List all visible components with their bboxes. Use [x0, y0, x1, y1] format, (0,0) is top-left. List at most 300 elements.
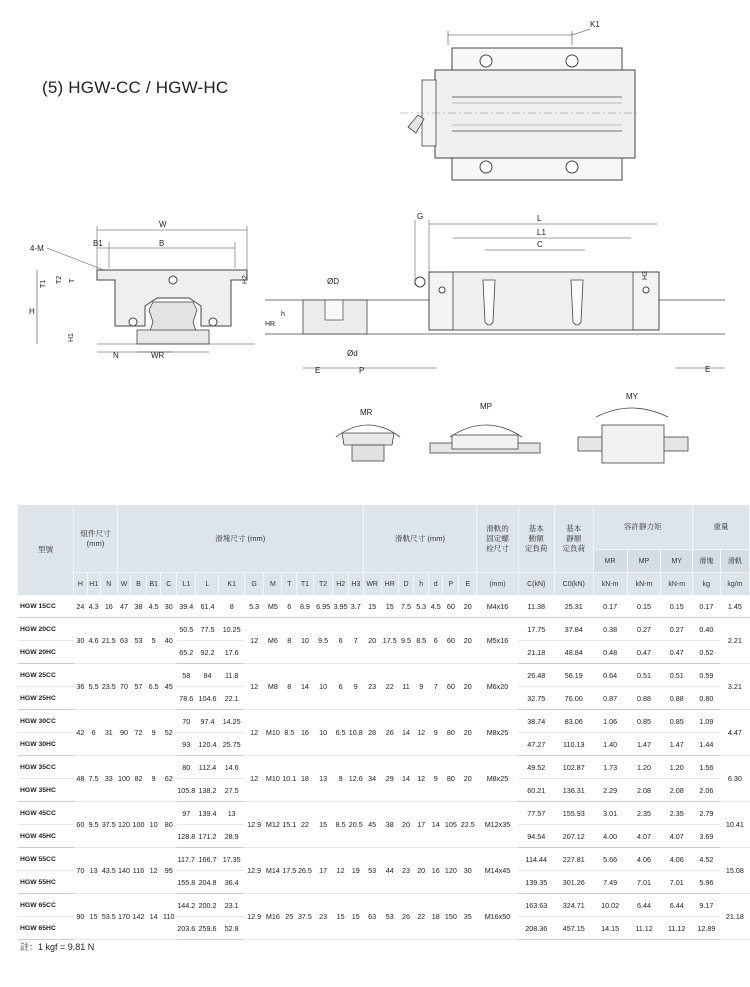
table-cell: 10 — [296, 618, 313, 664]
table-cell: 70 — [177, 710, 196, 733]
table-cell: 166.7 — [196, 848, 219, 871]
table-cell: 15 — [313, 802, 332, 848]
table-row — [18, 710, 750, 733]
table-cell: 9.5 — [398, 618, 414, 664]
table-cell: 4.00 — [593, 825, 627, 848]
table-cell: 171.2 — [196, 825, 219, 848]
table-cell: 6 — [333, 664, 349, 710]
model-cell: HGW 25CC — [18, 664, 74, 687]
table-cell: 80 — [443, 756, 459, 802]
unit-header: M — [264, 573, 282, 596]
table-cell: 6.5 — [146, 664, 161, 710]
label-t: T — [69, 278, 76, 283]
table-cell: 11.38 — [518, 595, 554, 618]
table-cell: 7 — [428, 664, 443, 710]
label-w: W — [159, 220, 167, 229]
table-cell: 49.52 — [518, 756, 554, 779]
header-mp: MP — [627, 550, 661, 573]
label-g: G — [417, 212, 424, 221]
table-cell: 12 — [414, 756, 429, 802]
table-cell: 9 — [349, 664, 364, 710]
table-cell: 0.88 — [661, 687, 693, 710]
table-cell: 56.19 — [554, 664, 593, 687]
table-cell: 20 — [459, 710, 477, 756]
table-cell: 72 — [131, 710, 147, 756]
table-cell: 32.75 — [518, 687, 554, 710]
table-cell: 2.21 — [720, 618, 749, 664]
table-cell: 13 — [313, 756, 332, 802]
unit-header: E — [459, 573, 477, 596]
unit-header: W — [117, 573, 130, 596]
table-cell: 45 — [363, 802, 381, 848]
table-cell: 10.02 — [593, 894, 627, 917]
table-cell: 53.5 — [100, 894, 117, 940]
unit-header: C0(kN) — [554, 573, 593, 596]
table-cell: 6.5 — [333, 710, 349, 756]
table-cell: 1.09 — [692, 710, 720, 733]
table-cell: 60 — [443, 595, 459, 618]
label-k1: K1 — [590, 20, 600, 29]
table-cell: 4.5 — [146, 595, 161, 618]
table-cell: 155.8 — [177, 871, 196, 894]
top-view-drawing — [400, 15, 640, 185]
header-moment: 容許靜力矩 — [593, 505, 692, 550]
table-cell: 117.7 — [177, 848, 196, 871]
table-cell: 37.84 — [554, 618, 593, 641]
label-my: MY — [626, 392, 638, 401]
table-cell: 92.2 — [196, 641, 219, 664]
table-cell: 208.36 — [518, 917, 554, 940]
table-cell: 12.9 — [244, 848, 263, 894]
table-cell: 6 — [428, 618, 443, 664]
table-cell: 70 — [117, 664, 130, 710]
table-cell: 120 — [117, 802, 130, 848]
table-cell: 18 — [428, 894, 443, 940]
table-cell: 50.5 — [177, 618, 196, 641]
table-cell: 48.84 — [554, 641, 593, 664]
unit-header: kg — [692, 573, 720, 596]
table-cell: 22 — [414, 894, 429, 940]
table-cell: 0.59 — [692, 664, 720, 687]
label-n: N — [113, 351, 119, 360]
table-row — [18, 595, 750, 618]
table-row — [18, 802, 750, 825]
table-cell: 35 — [459, 894, 477, 940]
table-cell: 20 — [459, 664, 477, 710]
table-cell: 61.4 — [196, 595, 219, 618]
table-cell: 31 — [100, 710, 117, 756]
table-cell: 14 — [398, 756, 414, 802]
table-cell: 6 — [282, 595, 297, 618]
table-cell: 155.93 — [554, 802, 593, 825]
table-cell: 34 — [363, 756, 381, 802]
unit-header: D — [398, 573, 414, 596]
label-hh: h — [281, 311, 285, 318]
table-cell: 138.2 — [196, 779, 219, 802]
table-cell: 38 — [131, 595, 147, 618]
header-model: 型號 — [18, 505, 74, 595]
table-cell: 15.1 — [282, 802, 297, 848]
table-cell: M10 — [264, 756, 282, 802]
table-cell: 1.40 — [593, 733, 627, 756]
model-cell: HGW 55CC — [18, 848, 74, 871]
table-cell: 57 — [131, 664, 147, 710]
table-cell: 58 — [177, 664, 196, 687]
label-b: B — [159, 239, 165, 248]
table-cell: 15 — [349, 894, 364, 940]
table-cell: 12 — [146, 848, 161, 894]
model-cell: HGW 25HC — [18, 687, 74, 710]
header-weight-rail: 滑軌 — [720, 550, 749, 573]
table-cell: 11.12 — [661, 917, 693, 940]
header-mr: MR — [593, 550, 627, 573]
table-cell: M12 — [264, 802, 282, 848]
table-cell: 63 — [363, 894, 381, 940]
table-cell: 6 — [87, 710, 100, 756]
table-cell: 0.88 — [627, 687, 661, 710]
table-cell: M8 — [264, 664, 282, 710]
table-cell: 21.5 — [100, 618, 117, 664]
table-cell: 259.6 — [196, 917, 219, 940]
table-cell: 4.6 — [87, 618, 100, 664]
table-cell: 30 — [74, 618, 87, 664]
table-cell: 12 — [333, 848, 349, 894]
table-cell: 18 — [296, 756, 313, 802]
table-cell: 0.40 — [692, 618, 720, 641]
table-cell: 203.6 — [177, 917, 196, 940]
table-cell: 9.5 — [313, 618, 332, 664]
header-weight: 重量 — [692, 505, 749, 550]
table-cell: 100 — [117, 756, 130, 802]
table-cell: 14 — [296, 664, 313, 710]
table-cell: 22.5 — [459, 802, 477, 848]
table-cell: 16 — [100, 595, 117, 618]
table-cell: 78.6 — [177, 687, 196, 710]
table-cell: 80 — [161, 802, 177, 848]
table-cell: 60.21 — [518, 779, 554, 802]
table-row — [18, 664, 750, 687]
table-cell: 12.9 — [244, 802, 263, 848]
table-cell: 15.08 — [720, 848, 749, 894]
table-row — [18, 618, 750, 641]
table-cell: 24 — [74, 595, 87, 618]
table-cell: M14x45 — [477, 848, 518, 894]
table-cell: 39.4 — [177, 595, 196, 618]
table-cell: 4.06 — [661, 848, 693, 871]
table-cell: 207.12 — [554, 825, 593, 848]
table-cell: 14 — [398, 710, 414, 756]
table-cell: 29 — [381, 756, 398, 802]
spec-table — [18, 505, 750, 940]
table-cell: 0.51 — [627, 664, 661, 687]
table-cell: 10 — [146, 802, 161, 848]
table-cell: 93 — [177, 733, 196, 756]
table-cell: 7.01 — [627, 871, 661, 894]
table-cell: 3.01 — [593, 802, 627, 825]
label-mr: MR — [360, 408, 373, 417]
table-cell: 5.5 — [87, 664, 100, 710]
table-cell: 17.5 — [381, 618, 398, 664]
table-cell: 11 — [398, 664, 414, 710]
table-cell: 97 — [177, 802, 196, 825]
table-cell: 12 — [244, 710, 263, 756]
table-cell: 2.08 — [627, 779, 661, 802]
table-cell: 36.4 — [219, 871, 244, 894]
label-h2: H2 — [242, 275, 249, 284]
front-view-drawing — [25, 218, 265, 368]
table-cell: 0.85 — [627, 710, 661, 733]
unit-header: (mm) — [477, 573, 518, 596]
table-cell: 1.47 — [661, 733, 693, 756]
table-cell: 8 — [282, 664, 297, 710]
table-cell: 30 — [459, 848, 477, 894]
table-cell: M5x16 — [477, 618, 518, 664]
table-cell: 15 — [381, 595, 398, 618]
table-cell: 105.8 — [177, 779, 196, 802]
table-cell: 14.25 — [219, 710, 244, 733]
header-weight-block: 滑塊 — [692, 550, 720, 573]
table-cell: 20 — [459, 618, 477, 664]
table-cell: 8.5 — [282, 710, 297, 756]
table-cell: 28 — [363, 710, 381, 756]
table-cell: 80 — [177, 756, 196, 779]
table-cell: 4.07 — [627, 825, 661, 848]
table-cell: 20 — [459, 756, 477, 802]
table-cell: 4.3 — [87, 595, 100, 618]
table-cell: 15 — [333, 894, 349, 940]
table-cell: 136.31 — [554, 779, 593, 802]
table-cell: 25 — [282, 894, 297, 940]
table-cell: 20 — [459, 595, 477, 618]
table-cell: 52.8 — [219, 917, 244, 940]
table-cell: 139.4 — [196, 802, 219, 825]
table-cell: 16 — [296, 710, 313, 756]
table-cell: 0.48 — [593, 641, 627, 664]
table-cell: 23 — [313, 894, 332, 940]
table-cell: 1.44 — [692, 733, 720, 756]
table-cell: 9 — [146, 756, 161, 802]
table-cell: 139.35 — [518, 871, 554, 894]
table-row — [18, 848, 750, 871]
table-cell: 128.8 — [177, 825, 196, 848]
model-cell: HGW 35HC — [18, 779, 74, 802]
table-cell: 12.6 — [349, 756, 364, 802]
table-cell: 25.31 — [554, 595, 593, 618]
table-cell: M6 — [264, 618, 282, 664]
page-title: (5) HGW-CC / HGW-HC — [42, 78, 229, 97]
table-cell: 80 — [443, 710, 459, 756]
model-cell: HGW 20HC — [18, 641, 74, 664]
table-cell: 102.87 — [554, 756, 593, 779]
table-cell: 94.54 — [518, 825, 554, 848]
label-c: C — [537, 240, 543, 249]
table-cell: 26.5 — [296, 848, 313, 894]
label-e: E — [315, 366, 321, 375]
header-bolt: 滑軌的 固定螺 栓尺寸 — [477, 505, 518, 573]
table-cell: 105 — [443, 802, 459, 848]
table-cell: 0.64 — [593, 664, 627, 687]
table-cell: 15 — [87, 894, 100, 940]
table-cell: 2.29 — [593, 779, 627, 802]
table-cell: 14 — [428, 802, 443, 848]
table-cell: 5.3 — [414, 595, 429, 618]
table-cell: 200.2 — [196, 894, 219, 917]
table-cell: 9 — [428, 756, 443, 802]
table-cell: 17.75 — [518, 618, 554, 641]
table-cell: M16 — [264, 894, 282, 940]
table-cell: 12.89 — [692, 917, 720, 940]
table-cell: 0.87 — [593, 687, 627, 710]
table-cell: 8.5 — [414, 618, 429, 664]
unit-header: kN-m — [593, 573, 627, 596]
unit-header: kN-m — [627, 573, 661, 596]
header-dynamic: 基本 動額 定負荷 — [518, 505, 554, 573]
table-cell: 23.5 — [100, 664, 117, 710]
table-cell: 1.20 — [627, 756, 661, 779]
model-cell: HGW 35CC — [18, 756, 74, 779]
table-cell: 5.3 — [244, 595, 263, 618]
table-cell: 22 — [381, 664, 398, 710]
table-cell: 144.2 — [177, 894, 196, 917]
table-cell: 7.5 — [398, 595, 414, 618]
table-cell: 45 — [161, 664, 177, 710]
model-cell: HGW 55HC — [18, 871, 74, 894]
model-cell: HGW 65CC — [18, 894, 74, 917]
table-cell: 6.44 — [661, 894, 693, 917]
model-cell: HGW 30CC — [18, 710, 74, 733]
table-cell: 8 — [219, 595, 244, 618]
table-cell: 4.06 — [627, 848, 661, 871]
table-cell: M12x35 — [477, 802, 518, 848]
table-cell: 47 — [117, 595, 130, 618]
table-cell: 77.57 — [518, 802, 554, 825]
table-cell: 52 — [161, 710, 177, 756]
table-cell: 53 — [363, 848, 381, 894]
table-cell: 10.41 — [720, 802, 749, 848]
table-cell: 13 — [219, 802, 244, 825]
table-cell: 10.8 — [349, 710, 364, 756]
table-cell: 12 — [244, 664, 263, 710]
model-cell: HGW 65HC — [18, 917, 74, 940]
table-cell: 20 — [398, 802, 414, 848]
table-cell: M8x25 — [477, 756, 518, 802]
table-cell: 27.5 — [219, 779, 244, 802]
label-l: L — [537, 214, 542, 223]
table-cell: 82 — [131, 756, 147, 802]
table-cell: 63 — [117, 618, 130, 664]
table-cell: 37.5 — [100, 802, 117, 848]
table-cell: 7.01 — [661, 871, 693, 894]
header-static: 基本 靜額 定負荷 — [554, 505, 593, 573]
unit-header: kg/m — [720, 573, 749, 596]
label-e2: E — [705, 365, 711, 374]
table-cell: 5.66 — [593, 848, 627, 871]
table-cell: 20.5 — [349, 802, 364, 848]
table-cell: M8x25 — [477, 710, 518, 756]
table-cell: 0.15 — [661, 595, 693, 618]
unit-header: K1 — [219, 573, 244, 596]
unit-header: B1 — [146, 573, 161, 596]
table-row — [18, 756, 750, 779]
table-cell: 83.06 — [554, 710, 593, 733]
table-cell: 37.5 — [296, 894, 313, 940]
table-cell: 1.45 — [720, 595, 749, 618]
table-cell: 17.35 — [219, 848, 244, 871]
table-cell: 17 — [313, 848, 332, 894]
table-cell: 110 — [161, 894, 177, 940]
table-cell: 9 — [414, 664, 429, 710]
table-cell: 90 — [74, 894, 87, 940]
label-hr: HR — [265, 321, 276, 328]
table-cell: 10.1 — [282, 756, 297, 802]
table-cell: 100 — [131, 802, 147, 848]
table-cell: 0.17 — [593, 595, 627, 618]
table-cell: 0.51 — [661, 664, 693, 687]
table-cell: 116 — [131, 848, 147, 894]
table-cell: 23.1 — [219, 894, 244, 917]
table-cell: 1.06 — [593, 710, 627, 733]
table-cell: 112.4 — [196, 756, 219, 779]
table-cell: 33 — [100, 756, 117, 802]
table-cell: 6.44 — [627, 894, 661, 917]
label-h: H — [29, 307, 35, 316]
table-cell: 9.17 — [692, 894, 720, 917]
table-cell: 60 — [74, 802, 87, 848]
table-cell: 47.27 — [518, 733, 554, 756]
table-cell: 120 — [443, 848, 459, 894]
table-cell: 104.6 — [196, 687, 219, 710]
table-cell: 22.1 — [219, 687, 244, 710]
header-assembly: 組件尺寸 (mm) — [74, 505, 118, 573]
table-cell: 23 — [398, 848, 414, 894]
label-wr: WR — [151, 351, 165, 360]
label-od: ØD — [327, 277, 339, 286]
table-cell: 0.27 — [627, 618, 661, 641]
table-cell: 7 — [349, 618, 364, 664]
table-cell: M6x20 — [477, 664, 518, 710]
label-h1: H1 — [68, 333, 75, 342]
table-cell: 70 — [74, 848, 87, 894]
table-cell: 0.47 — [661, 641, 693, 664]
unit-header: T1 — [296, 573, 313, 596]
table-cell: 6 — [333, 618, 349, 664]
table-cell: 7.49 — [593, 871, 627, 894]
table-cell: 28.9 — [219, 825, 244, 848]
table-cell: 11.8 — [219, 664, 244, 687]
model-cell: HGW 20CC — [18, 618, 74, 641]
table-cell: 8 — [282, 618, 297, 664]
table-cell: M10 — [264, 710, 282, 756]
table-cell: 48 — [74, 756, 87, 802]
table-cell: 2.08 — [661, 779, 693, 802]
unit-note: 註：1 kgf = 9.81 N — [20, 942, 95, 952]
unit-header: WR — [363, 573, 381, 596]
table-cell: 38 — [381, 802, 398, 848]
table-cell: 9.5 — [87, 802, 100, 848]
table-cell: 4.5 — [428, 595, 443, 618]
table-cell: 114.44 — [518, 848, 554, 871]
table-cell: 9 — [428, 710, 443, 756]
table-cell: 15 — [363, 595, 381, 618]
table-cell: 62 — [161, 756, 177, 802]
unit-header: HR — [381, 573, 398, 596]
table-cell: 53 — [381, 894, 398, 940]
table-cell: 0.15 — [627, 595, 661, 618]
table-cell: 43.5 — [100, 848, 117, 894]
table-cell: 120.4 — [196, 733, 219, 756]
unit-header: B — [131, 573, 147, 596]
unit-header: C(kN) — [518, 573, 554, 596]
